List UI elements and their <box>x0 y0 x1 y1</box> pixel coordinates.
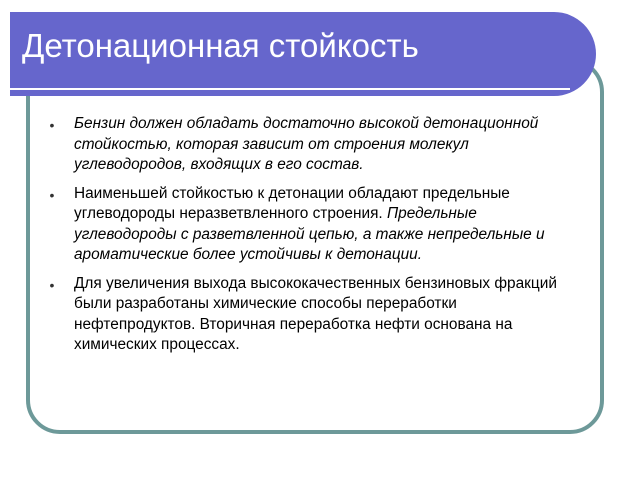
bullet-2-italic-text: Предельные углеводороды с разветвленной цепью, а также непредельные и ароматические более устойчивы к детонации. <box>74 205 545 263</box>
bullet-icon: • <box>49 186 55 203</box>
bullet-2-text: Наименьшей стойкостью к детонации обладают предельные углеводороды неразветвленного строения. <box>74 184 510 222</box>
bullet-item-1 <box>46 114 574 176</box>
bullet-1-italic-text: Бензин должен обладать достаточно высокой детонационной стойкостью, которая зависит от строения молекул углеводородов, входящих в его состав. <box>74 115 539 173</box>
bullet-icon: • <box>49 276 55 293</box>
slide-title: Детонационная стойкость <box>22 27 419 64</box>
bullet-3-text: Для увеличения выхода высококачественных бензиновых фракций были разработаны химические способы переработки нефтепродуктов. Вторичная переработка нефти основана на химических процессах. <box>74 274 557 353</box>
bullet-item-2 <box>46 184 574 266</box>
bullet-list <box>46 114 574 364</box>
bullet-icon: • <box>49 117 55 133</box>
bullet-item-3 <box>46 274 574 356</box>
title-underline <box>10 88 570 90</box>
